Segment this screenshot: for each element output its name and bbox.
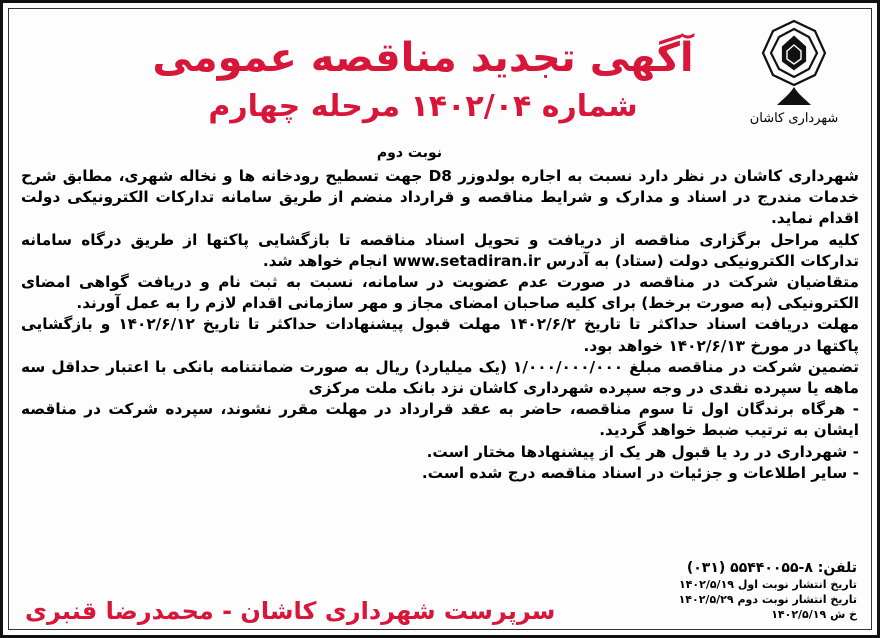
paragraph-registration: متقاضیان شرکت در مناقصه در صورت عدم عضویت در سامانه، نسبت به ثبت نام و دریافت گواهی امضای الکترونیکی (به صورت برخط) برای کلیه صاحبان امضای مجاز و مهر سازمانی اقدام لازم را به عمل آورند. <box>21 273 859 313</box>
notice-title: آگهی تجدید مناقصه عمومی <box>152 35 694 81</box>
paragraph-guarantee: تضمین شرکت در مناقصه مبلغ ۱/۰۰۰/۰۰۰/۰۰۰ (یک میلیارد) ریال به صورت ضمانتنامه بانکی با اعتبار حداقل سه ماهه یا سپرده نقدی در وجه سپرده شهرداری کاشان نزد بانک ملت مرکزی <box>21 357 859 398</box>
notice-body <box>21 166 859 484</box>
paragraph-details: - سایر اطلاعات و جزئیات در اسناد مناقصه درج شده است. <box>421 463 859 482</box>
paragraph-procedure: کلیه مراحل برگزاری مناقصه از دریافت و تحویل اسناد مناقصه تا بازگشایی پاکتها از طریق درگاه سامانه تدارکات الکترونیکی دولت (ستاد) به آدرس www.setadiran.ir انجام خواهد شد. <box>21 230 859 270</box>
publish-date-second: تاریخ انتشار نوبت دوم ۱۴۰۲/۵/۲۹ <box>678 593 857 606</box>
reference-code: خ ش ۱۴۰۲/۵/۱۹ <box>771 608 857 621</box>
paragraph-deadlines: مهلت دریافت اسناد حداکثر تا تاریخ ۱۴۰۲/۶/۲ مهلت قبول پیشنهادات حداکثر تا تاریخ ۱۴۰۲/۶/۱۲ و بازگشایی پاکتها در مورخ ۱۴۰۲/۶/۱۳ خواهد بود. <box>21 315 860 355</box>
municipality-emblem-icon <box>757 17 831 109</box>
publish-date-first: تاریخ انتشار نوبت اول ۱۴۰۲/۵/۱۹ <box>678 578 857 591</box>
paragraph-intro: شهرداری کاشان در نظر دارد نسبت به اجاره بولدوزر D8 جهت تسطیح رودخانه ها و نخاله شهری، مطابق شرح خدمات مندرج در اسناد و مدارک و شرایط مناقصه و قرارداد منضم از طریق سامانه تدارکات الکترونیکی دولت اقدام نماید. <box>21 167 859 228</box>
logo-caption: شهرداری کاشان <box>749 111 839 126</box>
phone-number: تلفن: ۸-۵۵۴۴۰۰۵۵ (۰۳۱) <box>686 560 857 576</box>
municipality-logo <box>739 17 849 147</box>
contact-block <box>679 559 857 622</box>
paragraph-rights: - شهرداری در رد یا قبول هر یک از پیشنهادها مختار است. <box>426 442 859 461</box>
publication-turn: نوبت دوم <box>376 145 442 161</box>
signature-line: سرپرست شهرداری کاشان - محمدرضا قنبری <box>25 597 556 625</box>
paragraph-forfeit: - هرگاه برندگان اول تا سوم مناقصه، حاضر به عقد قرارداد در مهلت مقرر نشوند، سپرده شرکت در مناقصه ایشان به ترتیب ضبط خواهد گردید. <box>21 400 859 440</box>
notice-number: شماره ۱۴۰۲/۰۴ مرحله چهارم <box>208 89 638 124</box>
